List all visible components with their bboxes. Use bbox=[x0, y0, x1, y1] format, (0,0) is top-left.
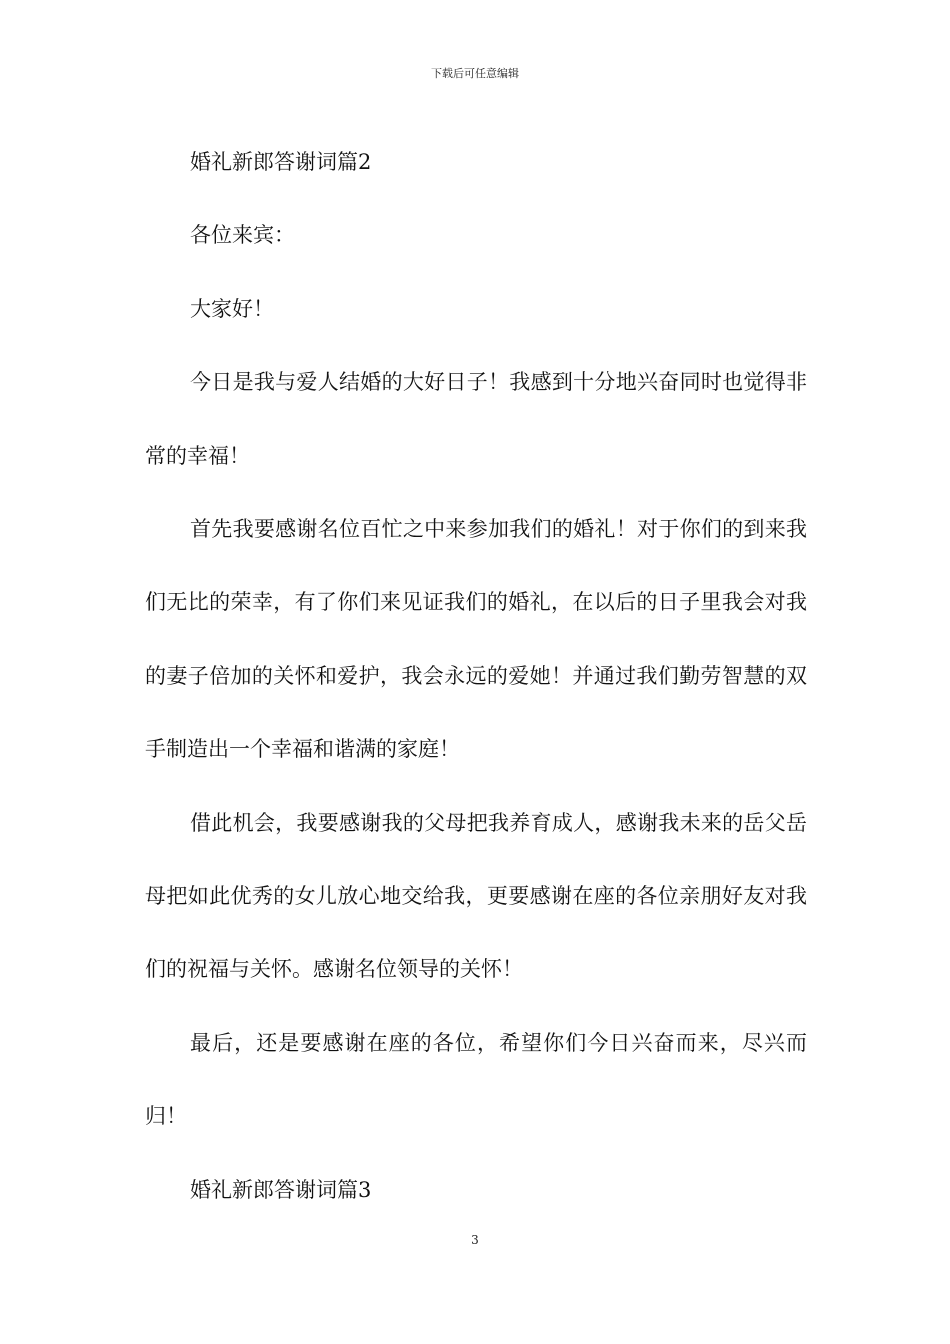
hello-line: 大家好！ bbox=[190, 296, 274, 321]
paragraph-wedding-day: 今日是我与爱人结婚的大好日子！我感到十分地兴奋同时也觉得非常的幸福！ bbox=[145, 370, 807, 468]
document-body bbox=[145, 126, 807, 1227]
paragraph-thanks-parents: 借此机会，我要感谢我的父母把我养育成人，感谢我未来的岳父岳母把如此优秀的女儿放心地交给我，更要感谢在座的各位亲朋好友对我们的祝福与关怀。感谢名位领导的关怀！ bbox=[145, 810, 807, 982]
page-header: 下载后可任意编辑 bbox=[431, 67, 519, 80]
paragraph-closing: 最后，还是要感谢在座的各位，希望你们今日兴奋而来，尽兴而归！ bbox=[145, 1030, 807, 1129]
greeting-line: 各位来宾： bbox=[190, 223, 295, 248]
paragraph-thanks-guests: 首先我要感谢名位百忙之中来参加我们的婚礼！对于你们的到来我们无比的荣幸，有了你们来见证我们的婚礼，在以后的日子里我会对我的妻子倍加的关怀和爱护，我会永远的爱她！并通过我们勤劳智慧的双手制造出一个幸福和谐满的家庭！ bbox=[145, 517, 807, 762]
page-number: 3 bbox=[471, 1233, 479, 1247]
section-heading-2: 婚礼新郎答谢词篇2 bbox=[190, 150, 372, 174]
section-heading-3: 婚礼新郎答谢词篇3 bbox=[190, 1177, 372, 1202]
